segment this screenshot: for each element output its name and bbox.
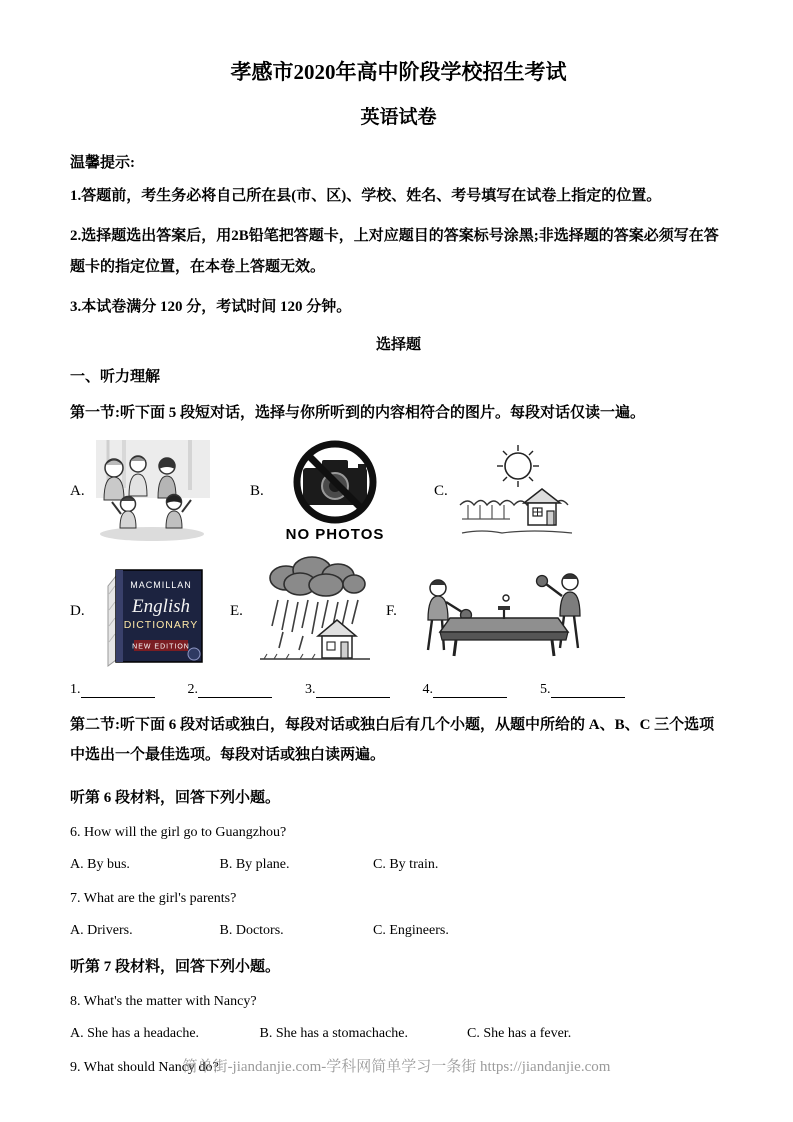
blank-number: 1. bbox=[70, 682, 81, 697]
question-7: 7. What are the girl's parents? bbox=[70, 891, 237, 906]
sunny-house-icon bbox=[458, 441, 576, 541]
option-6b: B. By plane. bbox=[219, 857, 290, 872]
family-illustration bbox=[94, 438, 212, 544]
question-8-options bbox=[70, 1026, 727, 1042]
notice-header: 温馨提示: bbox=[70, 155, 135, 171]
no-photos-illustration bbox=[274, 440, 396, 543]
exam-subtitle: 英语试卷 bbox=[360, 107, 437, 128]
question-7-options bbox=[70, 923, 727, 939]
picture-label-d: D. bbox=[70, 602, 85, 619]
passage6-header: 听第 6 段材料，回答下列小题。 bbox=[70, 790, 281, 806]
option-8a: A. She has a headache. bbox=[70, 1026, 200, 1041]
passage7-header: 听第 7 段材料，回答下列小题。 bbox=[70, 959, 281, 975]
option-7b: B. Doctors. bbox=[219, 923, 284, 938]
option-8c: C. She has a fever. bbox=[467, 1026, 572, 1041]
picture-row-2 bbox=[70, 554, 727, 668]
answer-blank-5 bbox=[540, 682, 625, 698]
answer-blanks bbox=[70, 682, 727, 698]
listening-section1-intro: 第一节:听下面 5 段短对话，选择与你所听到的内容相符合的图片。每段对话仅读一遍。 bbox=[70, 405, 645, 421]
listening-part-title: 一、听力理解 bbox=[70, 369, 161, 385]
blank-line bbox=[316, 684, 390, 698]
dictionary-icon bbox=[94, 554, 216, 668]
notice-item-3: 3.本试卷满分 120 分，考试时间 120 分钟。 bbox=[70, 299, 352, 315]
picture-label-e: E. bbox=[230, 602, 243, 619]
svg-text:DICTIONARY: DICTIONARY bbox=[123, 619, 199, 631]
blank-number: 4. bbox=[422, 682, 433, 697]
no-photos-icon bbox=[274, 440, 396, 524]
rainstorm-icon bbox=[254, 554, 376, 668]
option-7a: A. Drivers. bbox=[70, 923, 133, 938]
option-6a: A. By bus. bbox=[70, 857, 130, 872]
blank-line bbox=[81, 684, 155, 698]
question-9: 9. What should Nancy do? bbox=[70, 1060, 219, 1075]
table-tennis-illustration bbox=[410, 562, 596, 660]
dictionary-illustration bbox=[94, 554, 216, 668]
answer-blank-2 bbox=[188, 682, 273, 698]
option-7c: C. Engineers. bbox=[373, 923, 449, 938]
blank-number: 3. bbox=[305, 682, 316, 697]
svg-text:MACMILLAN: MACMILLAN bbox=[130, 580, 192, 590]
picture-label-c: C. bbox=[434, 482, 448, 499]
blank-number: 5. bbox=[540, 682, 551, 697]
option-6c: C. By train. bbox=[373, 857, 439, 872]
question-6-options bbox=[70, 857, 727, 873]
answer-blank-4 bbox=[423, 682, 508, 698]
listening-section2-intro: 第二节:听下面 6 段对话或独白，每段对话或独白后有几个小题，从题中所给的 A、B、C 三个选项中选出一个最佳选项。每段对话或独白读两遍。 bbox=[70, 717, 715, 763]
blank-line bbox=[551, 684, 625, 698]
option-8b: B. She has a stomachache. bbox=[259, 1026, 409, 1041]
table-tennis-icon bbox=[410, 562, 596, 660]
rainstorm-illustration bbox=[254, 554, 376, 668]
svg-text:NEW EDITION: NEW EDITION bbox=[132, 643, 190, 651]
question-6: 6. How will the girl go to Guangzhou? bbox=[70, 825, 287, 840]
picture-label-b: B. bbox=[250, 482, 264, 499]
notice-item-2: 2.选择题选出答案后，用2B铅笔把答题卡，上对应题目的答案标号涂黑;非选择题的答案必须写在答题卡的指定位置，在本卷上答题无效。 bbox=[70, 228, 719, 275]
answer-blank-1 bbox=[70, 682, 155, 698]
question-8: 8. What's the matter with Nancy? bbox=[70, 994, 257, 1009]
family-icon bbox=[94, 438, 212, 544]
exam-title: 孝感市2020年高中阶段学校招生考试 bbox=[230, 60, 567, 84]
blank-line bbox=[433, 684, 507, 698]
sunny-house-illustration bbox=[458, 441, 576, 541]
choice-section-header: 选择题 bbox=[375, 337, 421, 353]
answer-blank-3 bbox=[305, 682, 390, 698]
picture-label-f: F. bbox=[386, 602, 397, 619]
watermark-footer: 简单街-jiandanjie.com-学科网简单学习一条街 https://jiandanjie.com bbox=[182, 1059, 611, 1075]
picture-label-a: A. bbox=[70, 482, 85, 499]
no-photos-caption: NO PHOTOS bbox=[285, 525, 385, 543]
svg-text:English: English bbox=[131, 596, 191, 617]
blank-line bbox=[198, 684, 272, 698]
picture-row-1 bbox=[70, 438, 727, 544]
blank-number: 2. bbox=[187, 682, 198, 697]
notice-item-1: 1.答题前，考生务必将自己所在县(市、区)、学校、姓名、考号填写在试卷上指定的位置。 bbox=[70, 188, 662, 204]
